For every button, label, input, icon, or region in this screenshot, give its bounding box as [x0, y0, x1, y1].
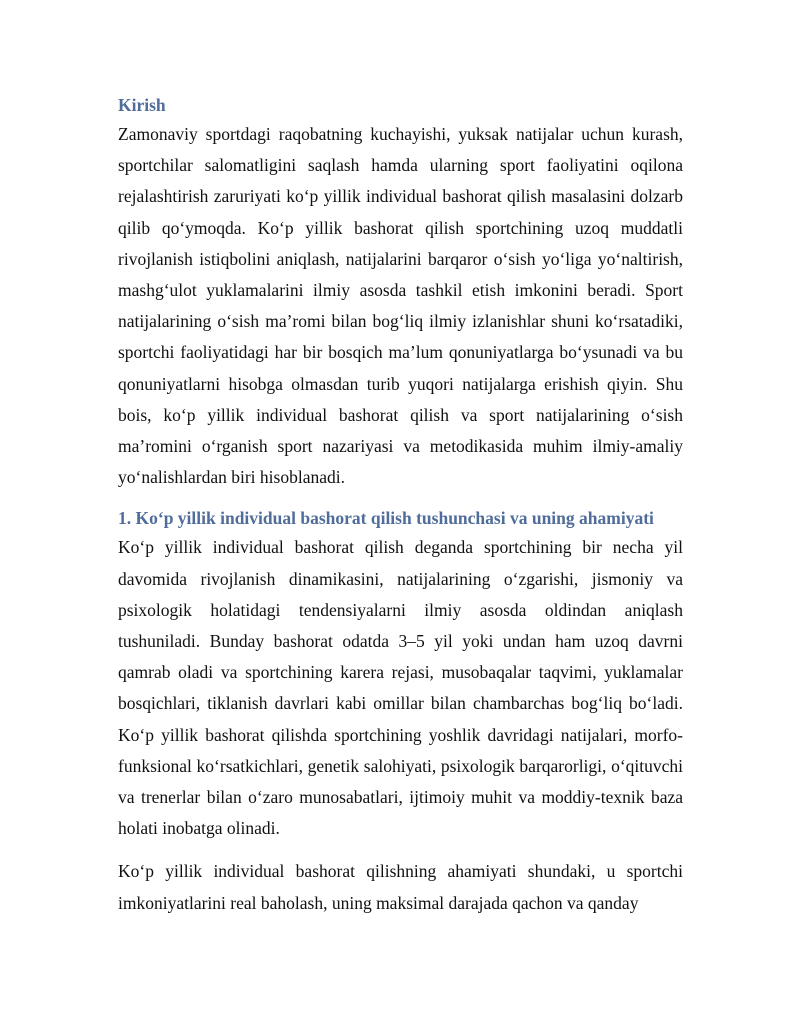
document-page [118, 92, 683, 919]
intro-paragraph: Zamonaviy sportdagi raqobatning kuchayishi, yuksak natijalar uchun kurash, sportchilar salomatligini saqlash hamda ularning sport faoliyatini oqilona rejalashtirish zaruriyati ko‘p yillik individual bashorat qilish masalasini dolzarb qilib qo‘ymoqda. Ko‘p yillik bashorat qilish sportchining uzoq muddatli rivojlanish istiqbolini aniqlash, natijalarini barqaror o‘sish yo‘liga yo‘naltirish, mashg‘ulot yuklamalarini ilmiy asosda tashkil etish imkonini beradi. Sport natijalarining o‘sish ma’romi bilan bog‘liq ilmiy izlanishlar shuni ko‘rsatadiki, sportchi faoliyatidagi har bir bosqich ma’lum qonuniyatlarga bo‘ysunadi va bu qonuniyatlarni hisobga olmasdan turib yuqori natijalarga erishish qiyin. Shu bois, ko‘p yillik individual bashorat qilish va sport natijalarining o‘sish ma’romini o‘rganish sport nazariyasi va metodikasida muhim ilmiy-amaliy yo‘nalishlardan biri hisoblanadi. [118, 124, 683, 488]
section-1-paragraph-2: Ko‘p yillik individual bashorat qilishning ahamiyati shundaki, u sportchi imkoniyatlarini real baholash, uning maksimal darajada qachon va qanday [118, 861, 683, 913]
section-heading-intro: Kirish [118, 95, 166, 115]
section-heading-1: 1. Ko‘p yillik individual bashorat qilish tushunchasi va uning ahamiyati [118, 508, 654, 529]
section-1-paragraph-1: Ko‘p yillik individual bashorat qilish deganda sportchining bir necha yil davomida rivojlanish dinamikasini, natijalarining o‘zgarishi, jismoniy va psixologik holatidagi tendensiyalarni ilmiy asosda oldindan aniqlash tushuniladi. Bunday bashorat odatda 3–5 yil yoki undan ham uzoq davrni qamrab oladi va sportchining karera rejasi, musobaqalar taqvimi, yuklamalar bosqichlari, tiklanish davrlari kabi omillar bilan chambarchas bog‘liq bo‘ladi. Ko‘p yillik bashorat qilishda sportchining yoshlik davridagi natijalari, morfo-funksional ko‘rsatkichlari, genetik salohiyati, psixologik barqarorligi, o‘qituvchi va trenerlar bilan o‘zaro munosabatlari, ijtimoiy muhit va moddiy-texnik baza holati inobatga olinadi. [118, 537, 683, 839]
